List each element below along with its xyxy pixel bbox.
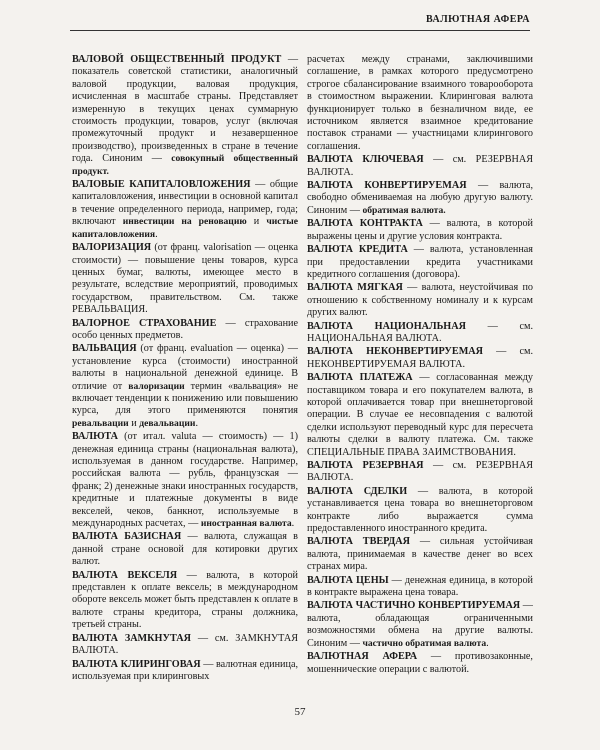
entry-term: ВАЛЮТА КЛЮЧЕВАЯ <box>307 154 424 166</box>
entry-definition: . <box>486 637 489 649</box>
dictionary-entry <box>72 659 298 684</box>
entry-definition: — денежная единица, в которой в контракте выражена цена товара. <box>307 574 534 599</box>
entry-term: ВАЛЮТА КОНВЕРТИРУЕМАЯ <box>307 180 467 192</box>
entry-definition: — см. РЕЗЕРВНАЯ ВАЛЮТА. <box>307 460 534 484</box>
dictionary-entry <box>72 343 298 430</box>
entry-definition: — валюта, свободно обмениваемая на любую другую валюту. Синоним — <box>307 180 534 216</box>
entry-term: ВАЛОРИЗАЦИЯ <box>72 242 152 254</box>
entry-term: ВАЛОВОЙ ОБЩЕСТВЕННЫЙ ПРОДУКТ <box>72 54 282 65</box>
entry-definition: (от франц. evaluation — оценка) — установление курса (стоимости) иностранной валюты в национальной денежной единице. В отличие от <box>72 343 298 392</box>
cross-reference: ревальвации <box>72 417 129 429</box>
dictionary-entry <box>307 536 533 573</box>
right-column <box>307 54 533 677</box>
entry-definition: — валюта, в которой устанавливается цена товара во внешнеторговом контракте либо выражается сумма предоставленного иностранного кредита. <box>307 485 533 535</box>
entry-term: ВАЛЬВАЦИЯ <box>72 343 137 355</box>
entry-definition: (от франц. valorisation — оценка стоимости) — повышение цены товаров, курса ценных бумаг, валюты, имеющее место в результате, вследствие мероприятий, проводимых государством, правительством. См. также РЕВАЛЬВАЦИЯ. <box>72 242 298 316</box>
dictionary-entry <box>72 633 298 658</box>
dictionary-entry <box>307 180 533 217</box>
entry-term: ВАЛЮТА КРЕДИТА <box>307 244 408 256</box>
cross-reference: иностранная валюта <box>200 518 292 530</box>
running-header: ВАЛЮТНАЯ АФЕРА <box>425 14 530 25</box>
dictionary-entry <box>72 431 298 530</box>
entry-definition: — валюта, обладающая ограниченными возможностями обмена на другие валюты. Синоним — <box>307 600 533 649</box>
dictionary-entry <box>72 242 298 316</box>
entry-definition: — см. ЗАМКНУТАЯ ВАЛЮТА. <box>72 632 298 657</box>
entry-definition: — валюта, служащая в данной стране основой для котировки других валют. <box>72 531 298 568</box>
entry-definition: . <box>195 417 198 429</box>
cross-reference: частично обратимая валюта <box>362 637 487 649</box>
entry-term: ВАЛОВЫЕ КАПИТАЛОВЛОЖЕНИЯ <box>72 179 251 191</box>
cross-reference: чистые капиталовложения <box>72 216 298 240</box>
entry-definition: — см. НАЦИОНАЛЬНАЯ ВАЛЮТА. <box>307 320 534 344</box>
entry-definition: термин «вальвация» не включает тенденции к понижению или повышению курса, для этого применяются понятия <box>72 380 299 417</box>
entry-term: ВАЛЮТА КОНТРАКТА <box>307 218 423 230</box>
entry-definition: — согласованная между поставщиком товара и его покупателем валюта, в которой оплачивается товар при внешнеторговой операции. В случае ее несовпадения с валютой сделки используют переводный курс для пересчета валюты сделки в валюту платежа. См. также СПЕЦИАЛЬНЫЕ ПРАВА ЗАИМСТВОВАНИЯ. <box>307 372 533 458</box>
dictionary-entry <box>72 54 298 178</box>
cross-reference: совокупный общественный продукт. <box>72 153 298 177</box>
dictionary-entry <box>307 460 533 485</box>
dictionary-entry <box>307 372 533 459</box>
entry-term: ВАЛЮТНАЯ АФЕРА <box>307 651 418 663</box>
entry-term: ВАЛЮТА НЕКОНВЕРТИРУЕМАЯ <box>307 346 484 358</box>
cross-reference: валоризации <box>128 380 185 392</box>
entry-term: ВАЛЮТА МЯГКАЯ <box>307 282 403 294</box>
dictionary-entry <box>307 575 533 600</box>
dictionary-entry <box>307 54 533 153</box>
entry-definition: (от итал. valuta — стоимость) — 1) денежная единица страны (национальная валюта), используемая в данном государстве. Например, российская валюта — рубль, французская — франк; 2) денежные знаки иностранных государств, кредитные и платежные документы в виде векселей, чеков, банкнот, используемые в международных расчетах, — <box>72 431 298 530</box>
dictionary-entry <box>72 531 298 568</box>
dictionary-entry <box>307 486 533 536</box>
entry-definition: — противозаконные, мошеннические операции с валютой. <box>307 651 533 675</box>
entry-term: ВАЛЮТА СДЕЛКИ <box>307 485 408 497</box>
dictionary-entry <box>307 218 533 243</box>
entry-definition: и <box>246 216 267 228</box>
entry-definition: расчетах между странами, заключившими соглашение, в рамках которого предусмотрено строгое сбалансирование взаимного товарооборота в стоимостном выражении. Клиринговая валюта функционирует только в безналичном виде, ее источником является взаимное кредитование поставок странами — участницами клирингового соглашения. <box>307 54 533 152</box>
entry-term: ВАЛЮТА <box>72 431 118 443</box>
entry-definition: . <box>291 518 295 530</box>
dictionary-entry <box>307 154 533 179</box>
entry-term: ВАЛЮТА ЗАМКНУТАЯ <box>72 632 191 644</box>
entry-definition: . <box>155 228 158 240</box>
entry-term: ВАЛОРНОЕ СТРАХОВАНИЕ <box>72 317 217 329</box>
entry-term: ВАЛЮТА КЛИРИНГОВАЯ <box>72 658 201 670</box>
entry-definition: — сильная устойчивая валюта, принимаемая в качестве денег во всех странах мира. <box>307 536 533 573</box>
entry-definition: — см. РЕЗЕРВНАЯ ВАЛЮТА. <box>307 154 533 178</box>
cross-reference: обратимая валюта. <box>362 204 446 216</box>
entry-definition: — страхование особо ценных предметов. <box>72 317 299 341</box>
entry-term: ВАЛЮТА ВЕКСЕЛЯ <box>72 569 178 581</box>
dictionary-entry <box>307 651 533 676</box>
left-column <box>72 54 298 684</box>
entry-definition: и <box>128 417 140 429</box>
entry-term: ВАЛЮТА БАЗИСНАЯ <box>72 531 182 543</box>
dictionary-entry <box>72 570 298 632</box>
cross-reference: инвестиции на реновацию <box>122 216 247 228</box>
entry-term: ВАЛЮТА ТВЕРДАЯ <box>307 536 411 548</box>
entry-definition: — показатель советской статистики, аналогичный валовой продукции, валовая продукция, исчисленная в масштабе страны. Представляет измеренную в текущих ценах суммарную стоимость продукции, товаров, услуг (включая промежуточный продукт и незавершенное производство), произведенных в стране в течение года. Синоним — <box>72 54 298 165</box>
entry-definition: — валюта, установленная при предоставлении кредита участниками кредитного соглашения (договора). <box>307 244 533 280</box>
entry-term: ВАЛЮТА РЕЗЕРВНАЯ <box>307 460 424 471</box>
entry-term: ВАЛЮТА ПЛАТЕЖА <box>307 372 413 384</box>
entry-definition: — валютная единица, используемая при клиринговых <box>72 658 299 682</box>
entry-definition: — общие капиталовложения, инвестиции в основной капитал в течение определенного периода, например, года; включают <box>72 179 298 228</box>
entry-definition: — валюта, неустойчивая по отношению к собственному номиналу и к курсам других валют. <box>307 282 533 319</box>
header-rule <box>70 30 530 31</box>
entry-definition: — валюта, в которой представлен к оплате вексель; в международном обороте вексель может быть представлен к оплате в валюте страны кредитора, страны должника, третьей страны. <box>72 569 298 631</box>
dictionary-entry <box>307 321 533 346</box>
page-number: 57 <box>294 706 306 718</box>
dictionary-entry <box>307 282 533 319</box>
dictionary-entry <box>72 318 298 343</box>
dictionary-entry <box>307 244 533 281</box>
entry-term: ВАЛЮТА НАЦИОНАЛЬНАЯ <box>307 320 466 332</box>
entry-definition: — валюта, в которой выражены цены и другие условия контракта. <box>307 218 534 242</box>
entry-term: ВАЛЮТА ЦЕНЫ <box>307 574 389 586</box>
cross-reference: девальвации <box>139 417 196 429</box>
dictionary-entry <box>307 600 533 650</box>
dictionary-entry <box>72 179 298 241</box>
dictionary-entry <box>307 346 533 371</box>
entry-definition: — см. НЕКОНВЕРТИРУЕМАЯ ВАЛЮТА. <box>307 346 534 370</box>
entry-term: ВАЛЮТА ЧАСТИЧНО КОНВЕРТИРУЕМАЯ <box>307 600 521 612</box>
